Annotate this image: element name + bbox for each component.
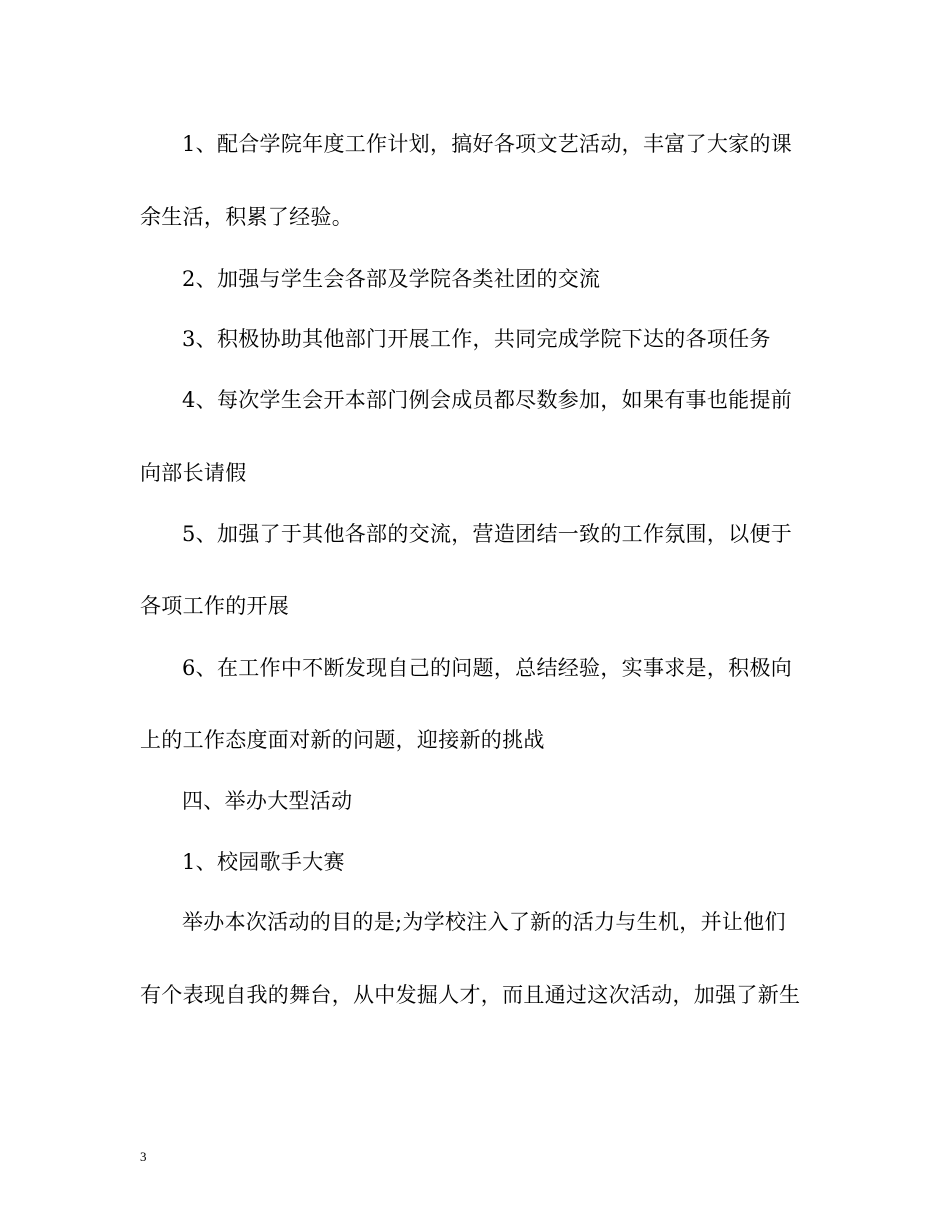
paragraph-line: 2、加强与学生会各部及学院各类社团的交流 bbox=[182, 267, 601, 291]
paragraph-line: 上的工作态度面对新的问题，迎接新的挑战 bbox=[140, 728, 545, 752]
paragraph-line: 5、加强了于其他各部的交流，营造团结一致的工作氛围，以便于 bbox=[182, 522, 793, 546]
paragraph-line: 4、每次学生会开本部门例会成员都尽数参加，如果有事也能提前 bbox=[182, 388, 793, 412]
page-number: 3 bbox=[140, 1149, 147, 1164]
paragraph-line: 余生活，积累了经验。 bbox=[140, 205, 353, 229]
paragraph-line: 有个表现自我的舞台，从中发掘人才，而且通过这次活动，加强了新生 bbox=[140, 983, 801, 1007]
paragraph-line: 3、积极协助其他部门开展工作，共同完成学院下达的各项任务 bbox=[182, 327, 771, 351]
paragraph-line: 举办本次活动的目的是;为学校注入了新的活力与生机，并让他们 bbox=[182, 910, 786, 934]
paragraph-line: 1、配合学院年度工作计划，搞好各项文艺活动，丰富了大家的课 bbox=[182, 132, 793, 156]
paragraph-line: 各项工作的开展 bbox=[140, 594, 290, 618]
section-heading: 四、举办大型活动 bbox=[182, 789, 353, 813]
paragraph-line: 向部长请假 bbox=[140, 461, 247, 485]
subsection-heading: 1、校园歌手大赛 bbox=[182, 850, 345, 874]
paragraph-line: 6、在工作中不断发现自己的问题，总结经验，实事求是，积极向 bbox=[182, 656, 793, 680]
